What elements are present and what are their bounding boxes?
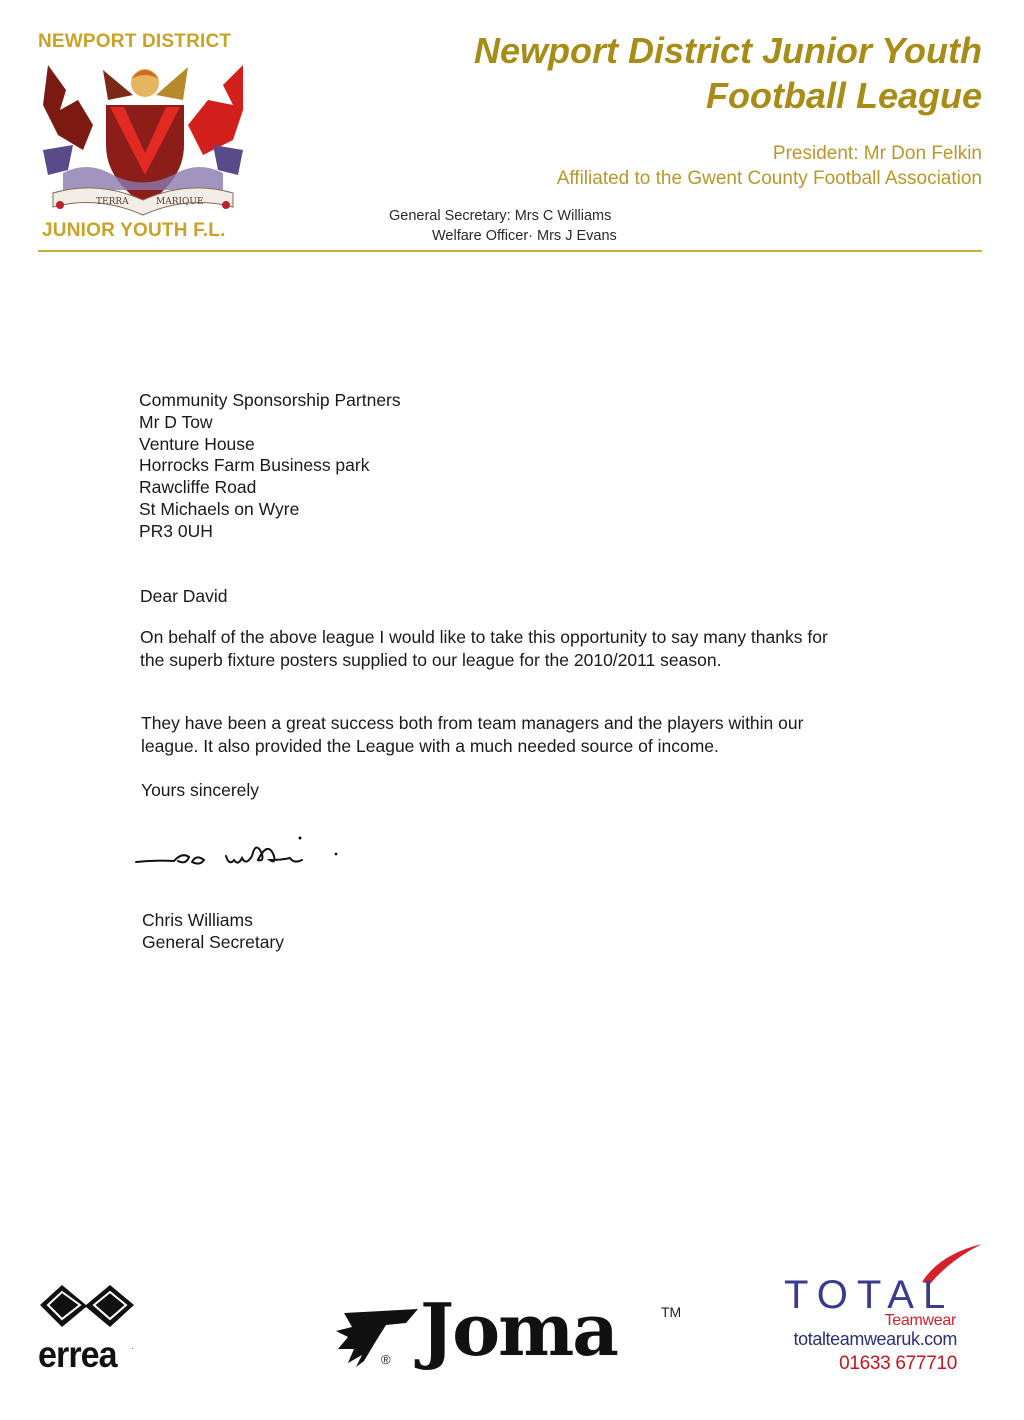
joma-registered: ® <box>381 1352 391 1367</box>
signatory-block <box>142 909 284 953</box>
welfare-officer-line: Welfare Officer· Mrs J Evans <box>432 228 617 244</box>
league-crest-icon <box>38 55 248 220</box>
recipient-address <box>139 390 401 543</box>
president-block <box>557 141 982 191</box>
total-phone: 01633 677710 <box>839 1353 957 1374</box>
crest-lion-left <box>43 65 93 150</box>
total-wordmark: TOTAL <box>784 1273 955 1317</box>
total-teamwear-text: Teamwear <box>884 1312 956 1329</box>
signatory-name: Chris Williams <box>142 910 253 930</box>
joma-trademark: TM <box>661 1304 682 1320</box>
signatory-title: General Secretary <box>142 932 285 952</box>
affiliation-line: Affiliated to the Gwent County Football Association <box>556 168 982 189</box>
crest-motto-right: MARIQUE <box>156 197 204 207</box>
total-website: totalteamwearuk.com <box>793 1329 957 1349</box>
address-line: Rawcliffe Road <box>139 477 257 498</box>
closing: Yours sincerely <box>141 780 260 800</box>
crest-wing-left <box>103 70 133 100</box>
address-line: Community Sponsorship Partners <box>139 390 401 410</box>
crest-wing-right <box>156 67 188 100</box>
body-paragraph-1: On behalf of the above league I would like to take this opportunity to say many thanks for the superb fixture posters supplied to our league for the 2010/2011 season. <box>140 627 828 670</box>
address-line: Mr D Tow <box>139 411 213 432</box>
crest-motto-left: TERRA <box>96 197 129 207</box>
errea-registered: · <box>131 1344 134 1353</box>
league-title-line2: Football League <box>705 75 982 116</box>
header-divider <box>38 250 982 252</box>
address-line: Horrocks Farm Business park <box>139 455 370 476</box>
address-line: Venture House <box>139 433 255 454</box>
crest-dragon-right <box>188 65 243 155</box>
joma-panther-icon <box>334 1305 420 1373</box>
address-line: St Michaels on Wyre <box>139 498 300 519</box>
crest-top-text: NEWPORT DISTRICT <box>38 31 232 52</box>
address-line: PR3 0UH <box>139 520 213 541</box>
officers-block <box>389 206 617 246</box>
body-paragraph-2: They have been a great success both from team managers and the players within our league. It also provided the League with a much needed source of income. <box>141 713 804 756</box>
president-line: President: Mr Don Felkin <box>772 143 982 164</box>
general-secretary-line: General Secretary: Mrs C Williams <box>389 208 612 224</box>
crest-bottom-text: JUNIOR YOUTH F.L. <box>42 220 226 241</box>
errea-wordmark: errea <box>38 1334 117 1375</box>
league-title <box>474 28 982 118</box>
salutation: Dear David <box>140 586 228 606</box>
joma-wordmark: Joma <box>420 1287 617 1372</box>
handwritten-signature <box>134 830 344 880</box>
league-title-line1: Newport District Junior Youth <box>473 30 982 71</box>
